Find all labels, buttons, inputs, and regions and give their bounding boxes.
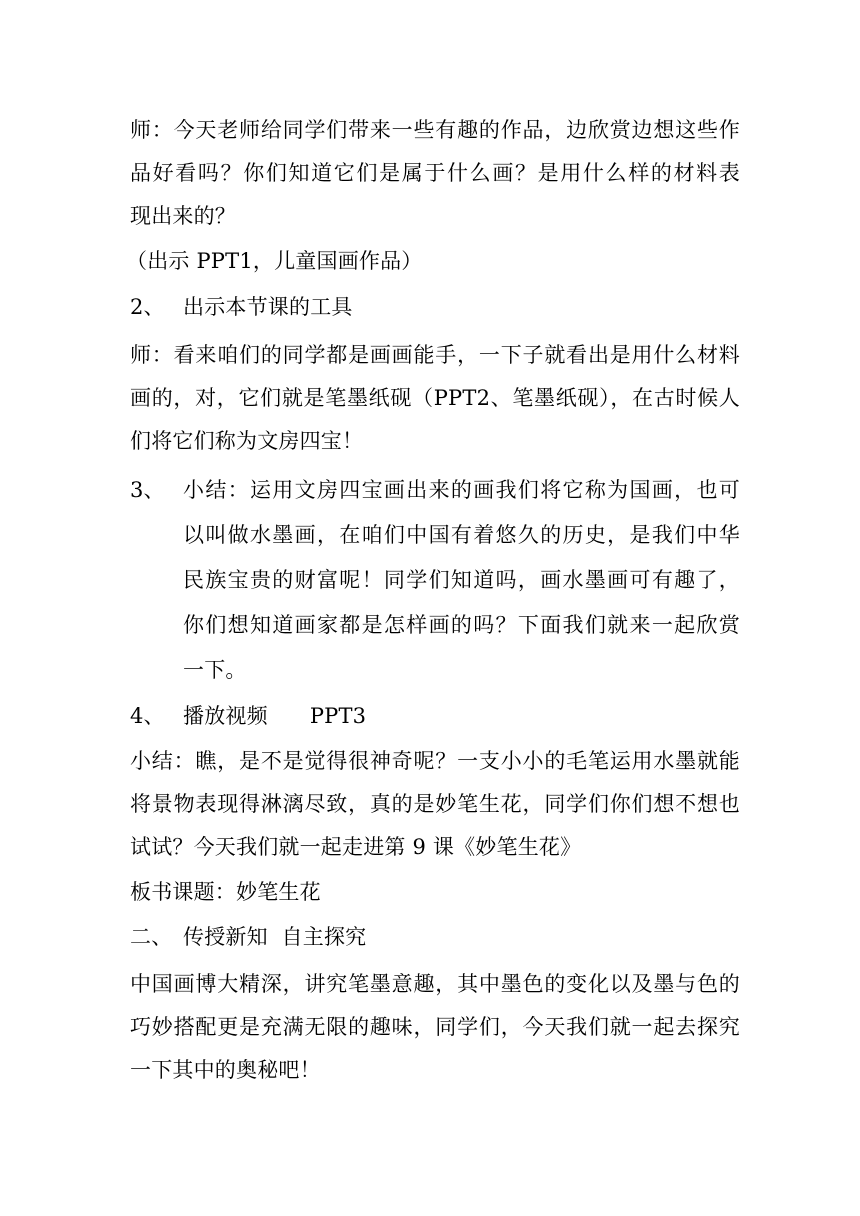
ppt1-note: （出示 PPT1，儿童国画作品） xyxy=(126,249,423,273)
paragraph-video-summary-line-3: 试试？今天我们就一起走进第 9 课《妙笔生花》 xyxy=(130,835,582,859)
paragraph-video-summary-line-1: 小结：瞧，是不是觉得很神奇呢？一支小小的毛笔运用水墨就能 xyxy=(130,749,740,773)
summary-line-1: 小结：运用文房四宝画出来的画我们将它称为国画，也可 xyxy=(183,478,740,502)
paragraph-chinese-painting-line-2: 巧妙搭配更是充满无限的趣味，同学们，今天我们就一起去探究 xyxy=(130,1015,740,1039)
summary-line-2: 以叫做水墨画，在咱们中国有着悠久的历史，是我们中华 xyxy=(183,523,740,547)
section-heading-2-text: 传授新知 自主探究 xyxy=(183,925,367,949)
list-item-4-text: 播放视频 xyxy=(183,704,268,728)
section-marker-2: 二、 xyxy=(130,925,173,949)
ppt3-label: PPT3 xyxy=(309,704,367,728)
paragraph-teacher-intro-line-1: 师：今天老师给同学们带来一些有趣的作品，边欣赏边想这些作 xyxy=(130,118,740,142)
paragraph-video-summary-line-2: 将景物表现得淋漓尽致，真的是妙笔生花，同学们你们想不想也 xyxy=(130,792,740,816)
list-item-2-text: 出示本节课的工具 xyxy=(183,295,353,319)
section-heading-2 xyxy=(130,922,740,952)
paragraph-chinese-painting-line-1: 中国画博大精深，讲究笔墨意趣，其中墨色的变化以及墨与色的 xyxy=(130,972,740,996)
summary-line-3: 民族宝贵的财富呢！同学们知道吗，画水墨画可有趣了， xyxy=(183,568,740,592)
paragraph-tools-line-3: 们将它们称为文房四宝！ xyxy=(130,429,364,453)
summary-line-4: 你们想知道画家都是怎样画的吗？下面我们就来一起欣赏 xyxy=(183,613,740,637)
board-title: 板书课题：妙笔生花 xyxy=(130,880,321,904)
list-marker-4: 4、 xyxy=(130,704,165,728)
paragraph-tools-line-2: 画的，对，它们就是笔墨纸砚（PPT2、笔墨纸砚），在古时候人 xyxy=(130,386,740,410)
list-item-4 xyxy=(130,701,740,731)
paragraph-teacher-intro-line-3: 现出来的？ xyxy=(130,204,236,228)
paragraph-chinese-painting-line-3: 一下其中的奥秘吧！ xyxy=(130,1058,321,1082)
paragraph-teacher-intro-line-2: 品好看吗？你们知道它们是属于什么画？是用什么样的材料表 xyxy=(130,161,740,185)
summary-line-5: 一下。 xyxy=(183,658,247,682)
list-marker-3: 3、 xyxy=(130,478,165,502)
paragraph-tools-line-1: 师：看来咱们的同学都是画画能手，一下子就看出是用什么材料 xyxy=(130,343,740,367)
list-marker-2: 2、 xyxy=(130,295,165,319)
list-item-2 xyxy=(130,292,740,322)
